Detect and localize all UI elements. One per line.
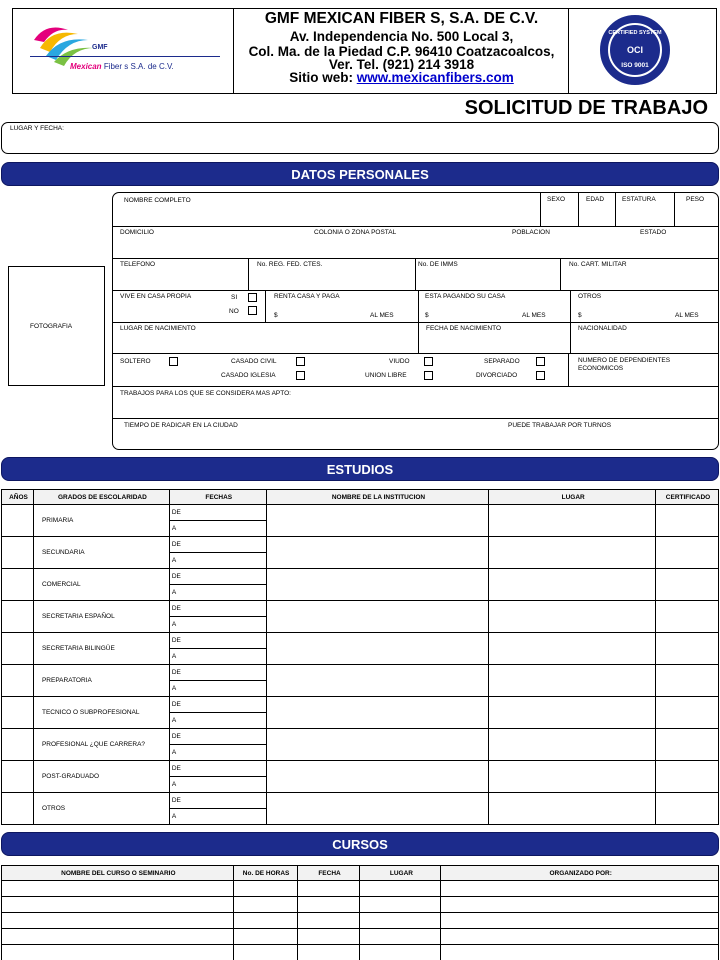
- courses-cell[interactable]: [297, 897, 360, 913]
- phone-label: TELEFONO: [120, 261, 156, 268]
- studies-from-cell[interactable]: DE: [169, 505, 266, 521]
- sex-label: SEXO: [547, 196, 566, 203]
- section-courses: CURSOS: [1, 832, 719, 856]
- studies-to-cell[interactable]: A: [169, 745, 266, 761]
- nationality-label: NACIONALIDAD: [578, 325, 627, 332]
- rent-label: RENTA CASA Y PAGA: [274, 293, 340, 300]
- divorced-label: DIVORCIADO: [476, 372, 518, 379]
- studies-institution-cell[interactable]: [266, 633, 489, 665]
- studies-row: [2, 601, 719, 617]
- state-label: ESTADO: [640, 229, 667, 236]
- courses-row: [2, 881, 719, 897]
- courses-header-cell: ORGANIZADO POR:: [441, 866, 719, 881]
- studies-years-cell[interactable]: [2, 537, 34, 569]
- studies-years-cell[interactable]: [2, 633, 34, 665]
- studies-from-cell[interactable]: DE: [169, 697, 266, 713]
- studies-place-cell[interactable]: [489, 505, 656, 537]
- studies-years-cell[interactable]: [2, 665, 34, 697]
- address-line-2: Col. Ma. de la Piedad C.P. 96410 Coatzacoalcos,: [248, 44, 555, 59]
- courses-cell[interactable]: [360, 929, 441, 945]
- studies-grade-label: POST-GRADUADO: [33, 761, 169, 793]
- studies-grade-label: SECUNDARIA: [33, 537, 169, 569]
- studies-institution-cell[interactable]: [266, 793, 489, 825]
- single-label: SOLTERO: [120, 358, 151, 365]
- rfc-label: No. REG. FED. CTES.: [257, 261, 323, 268]
- own-house-label: VIVE EN CASA PROPIA: [120, 293, 192, 300]
- studies-grade-label: OTROS: [33, 793, 169, 825]
- studies-grade-label: PROFESIONAL ¿QUE CARRERA?: [33, 729, 169, 761]
- company-name: GMF MEXICAN FIBER S, S.A. DE C.V.: [264, 10, 539, 27]
- full-name-label: NOMBRE COMPLETO: [124, 197, 191, 204]
- place-date-label: LUGAR Y FECHA:: [10, 125, 64, 132]
- website-line: [235, 70, 568, 85]
- courses-table: [1, 865, 719, 960]
- courses-cell[interactable]: [233, 881, 297, 897]
- birthplace-label: LUGAR DE NACIMIENTO: [120, 325, 196, 332]
- studies-years-cell[interactable]: [2, 569, 34, 601]
- logo-gmf: GMF: [92, 44, 108, 51]
- studies-header-cell: GRADOS DE ESCOLARIDAD: [33, 490, 169, 505]
- courses-row: [2, 945, 719, 960]
- studies-row: [2, 505, 719, 521]
- courses-header-cell: No. DE HORAS: [233, 866, 297, 881]
- studies-years-cell[interactable]: [2, 793, 34, 825]
- courses-cell[interactable]: [233, 929, 297, 945]
- studies-to-cell[interactable]: A: [169, 521, 266, 537]
- studies-header-cell: NOMBRE DE LA INSTITUCION: [266, 490, 489, 505]
- courses-header-cell: NOMBRE DEL CURSO O SEMINARIO: [2, 866, 234, 881]
- weight-label: PESO: [686, 196, 705, 203]
- courses-cell[interactable]: [297, 945, 360, 960]
- courses-cell[interactable]: [297, 881, 360, 897]
- rent-dollar: $: [274, 312, 278, 319]
- studies-header-cell: LUGAR: [489, 490, 656, 505]
- courses-cell[interactable]: [441, 929, 719, 945]
- studies-institution-cell[interactable]: [266, 665, 489, 697]
- studies-to-cell[interactable]: A: [169, 585, 266, 601]
- courses-cell[interactable]: [297, 929, 360, 945]
- separated-label: SEPARADO: [484, 358, 520, 365]
- address-line-1: Av. Independencia No. 500 Local 3,: [289, 29, 514, 44]
- phone-line: Ver. Tel. (921) 214 3918: [328, 57, 475, 72]
- studies-from-cell[interactable]: DE: [169, 569, 266, 585]
- courses-cell[interactable]: [360, 945, 441, 960]
- jobs-label: TRABAJOS PARA LOS QUE SE CONSIDERA MAS APTO:: [120, 390, 291, 397]
- studies-certificate-cell[interactable]: [656, 633, 719, 665]
- courses-cell[interactable]: [233, 913, 297, 929]
- military-label: No. CART. MILITAR: [569, 261, 627, 268]
- colony-label: COLONIA O ZONA POSTAL: [314, 229, 397, 236]
- civil-label: CASADO CIVIL: [231, 358, 277, 365]
- others-label: OTROS: [578, 293, 602, 300]
- courses-cell[interactable]: [2, 945, 234, 960]
- church-label: CASADO IGLESIA: [221, 372, 276, 379]
- studies-place-cell[interactable]: [489, 793, 656, 825]
- cert-top-text: CERTIFIED SYSTEM: [608, 30, 662, 36]
- divorced-checkbox[interactable]: [536, 371, 545, 380]
- studies-certificate-cell[interactable]: [656, 505, 719, 537]
- separated-checkbox[interactable]: [536, 357, 545, 366]
- studies-place-cell[interactable]: [489, 729, 656, 761]
- studies-from-cell[interactable]: DE: [169, 633, 266, 649]
- studies-institution-cell[interactable]: [266, 697, 489, 729]
- rent-per-month: AL MES: [370, 312, 394, 319]
- studies-certificate-cell[interactable]: [656, 793, 719, 825]
- studies-to-cell[interactable]: A: [169, 617, 266, 633]
- others-per-month: AL MES: [675, 312, 699, 319]
- cert-bottom-text: ISO 9001: [621, 62, 649, 69]
- studies-row: [2, 697, 719, 713]
- others-dollar: $: [578, 312, 582, 319]
- studies-place-cell[interactable]: [489, 697, 656, 729]
- studies-place-cell[interactable]: [489, 537, 656, 569]
- courses-header-cell: FECHA: [297, 866, 360, 881]
- shifts-label: PUEDE TRABAJAR POR TURNOS: [508, 422, 612, 429]
- studies-from-cell[interactable]: DE: [169, 761, 266, 777]
- studies-place-cell[interactable]: [489, 665, 656, 697]
- studies-institution-cell[interactable]: [266, 537, 489, 569]
- studies-certificate-cell[interactable]: [656, 761, 719, 793]
- age-label: EDAD: [586, 196, 605, 203]
- studies-institution-cell[interactable]: [266, 601, 489, 633]
- studies-grade-label: PRIMARIA: [33, 505, 169, 537]
- section-studies: ESTUDIOS: [1, 457, 719, 481]
- own-house-yes-checkbox[interactable]: [248, 293, 257, 302]
- courses-cell[interactable]: [360, 913, 441, 929]
- courses-cell[interactable]: [2, 897, 234, 913]
- studies-to-cell[interactable]: A: [169, 777, 266, 793]
- logo-company: Fiber s S.A. de C.V.: [103, 62, 174, 71]
- studies-from-cell[interactable]: DE: [169, 729, 266, 745]
- studies-to-cell[interactable]: A: [169, 713, 266, 729]
- paying-dollar: $: [425, 312, 429, 319]
- town-label: POBLACION: [512, 229, 550, 236]
- single-checkbox[interactable]: [169, 357, 178, 366]
- courses-cell[interactable]: [297, 913, 360, 929]
- studies-certificate-cell[interactable]: [656, 665, 719, 697]
- place-date-field[interactable]: [1, 122, 719, 154]
- studies-to-cell[interactable]: A: [169, 649, 266, 665]
- courses-cell[interactable]: [441, 881, 719, 897]
- courses-cell[interactable]: [233, 897, 297, 913]
- studies-institution-cell[interactable]: [266, 761, 489, 793]
- studies-from-cell[interactable]: DE: [169, 601, 266, 617]
- courses-cell[interactable]: [441, 945, 719, 960]
- studies-years-cell[interactable]: [2, 505, 34, 537]
- studies-row: [2, 569, 719, 585]
- civil-checkbox[interactable]: [296, 357, 305, 366]
- studies-row: [2, 633, 719, 649]
- courses-cell[interactable]: [360, 897, 441, 913]
- studies-years-cell[interactable]: [2, 697, 34, 729]
- studies-grade-label: SECRETARIA ESPAÑOL: [33, 601, 169, 633]
- studies-place-cell[interactable]: [489, 761, 656, 793]
- studies-row: [2, 729, 719, 745]
- studies-certificate-cell[interactable]: [656, 697, 719, 729]
- courses-row: [2, 897, 719, 913]
- own-house-no-checkbox[interactable]: [248, 306, 257, 315]
- studies-table: [1, 489, 719, 825]
- studies-years-cell[interactable]: [2, 601, 34, 633]
- studies-grade-label: SECRETARIA BILINGÜE: [33, 633, 169, 665]
- yes-label: SI: [231, 294, 238, 301]
- studies-to-cell[interactable]: A: [169, 553, 266, 569]
- website-link[interactable]: www.mexicanfibers.com: [356, 70, 514, 85]
- form-title: SOLICITUD DE TRABAJO: [464, 97, 708, 119]
- studies-years-cell[interactable]: [2, 761, 34, 793]
- no-label: NO: [229, 308, 239, 315]
- studies-institution-cell[interactable]: [266, 729, 489, 761]
- iso-certification-seal: [600, 15, 670, 85]
- studies-to-cell[interactable]: A: [169, 681, 266, 697]
- studies-certificate-cell[interactable]: [656, 601, 719, 633]
- imss-label: No. DE IMMS: [418, 261, 458, 268]
- widowed-label: VIUDO: [389, 358, 410, 365]
- studies-from-cell[interactable]: DE: [169, 537, 266, 553]
- courses-header-cell: LUGAR: [360, 866, 441, 881]
- widowed-checkbox[interactable]: [424, 357, 433, 366]
- studies-certificate-cell[interactable]: [656, 729, 719, 761]
- studies-from-cell[interactable]: DE: [169, 793, 266, 809]
- address-label: DOMICILIO: [120, 229, 154, 236]
- courses-cell[interactable]: [360, 881, 441, 897]
- studies-certificate-cell[interactable]: [656, 569, 719, 601]
- studies-grade-label: TECNICO O SUBPROFESIONAL: [33, 697, 169, 729]
- courses-cell[interactable]: [441, 913, 719, 929]
- studies-place-cell[interactable]: [489, 569, 656, 601]
- studies-to-cell[interactable]: A: [169, 809, 266, 825]
- section-personal-data: DATOS PERSONALES: [1, 162, 719, 186]
- church-checkbox[interactable]: [296, 371, 305, 380]
- studies-grade-label: COMERCIAL: [33, 569, 169, 601]
- courses-cell[interactable]: [2, 929, 234, 945]
- courses-row: [2, 929, 719, 945]
- photo-label: FOTOGRAFIA: [30, 323, 73, 330]
- courses-cell[interactable]: [2, 913, 234, 929]
- paying-label: ESTA PAGANDO SU CASA: [425, 293, 506, 300]
- courses-row: [2, 913, 719, 929]
- studies-institution-cell[interactable]: [266, 505, 489, 537]
- website-label: Sitio web:: [289, 70, 353, 85]
- studies-row: [2, 665, 719, 681]
- studies-from-cell[interactable]: DE: [169, 665, 266, 681]
- personal-data-grid: [112, 192, 719, 450]
- courses-cell[interactable]: [2, 881, 234, 897]
- birthdate-label: FECHA DE NACIMIENTO: [426, 325, 502, 332]
- courses-cell[interactable]: [233, 945, 297, 960]
- studies-header-cell: CERTIFICADO: [656, 490, 719, 505]
- studies-row: [2, 793, 719, 809]
- studies-header-cell: FECHAS: [169, 490, 266, 505]
- studies-institution-cell[interactable]: [266, 569, 489, 601]
- studies-place-cell[interactable]: [489, 633, 656, 665]
- height-label: ESTATURA: [622, 196, 656, 203]
- studies-row: [2, 537, 719, 553]
- studies-certificate-cell[interactable]: [656, 537, 719, 569]
- cert-mid-text: OCI: [626, 45, 643, 55]
- studies-years-cell[interactable]: [2, 729, 34, 761]
- studies-row: [2, 761, 719, 777]
- logo-mexican: Mexican: [70, 62, 102, 71]
- studies-grade-label: PREPARATORIA: [33, 665, 169, 697]
- free-union-label: UNION LIBRE: [365, 372, 407, 379]
- residence-label: TIEMPO DE RADICAR EN LA CIUDAD: [124, 422, 238, 429]
- studies-header-cell: AÑOS: [2, 490, 34, 505]
- free-union-checkbox[interactable]: [424, 371, 433, 380]
- courses-cell[interactable]: [441, 897, 719, 913]
- studies-place-cell[interactable]: [489, 601, 656, 633]
- dependents-label: NUMERO DE DEPENDIENTES ECONOMICOS: [578, 357, 671, 372]
- paying-per-month: AL MES: [522, 312, 546, 319]
